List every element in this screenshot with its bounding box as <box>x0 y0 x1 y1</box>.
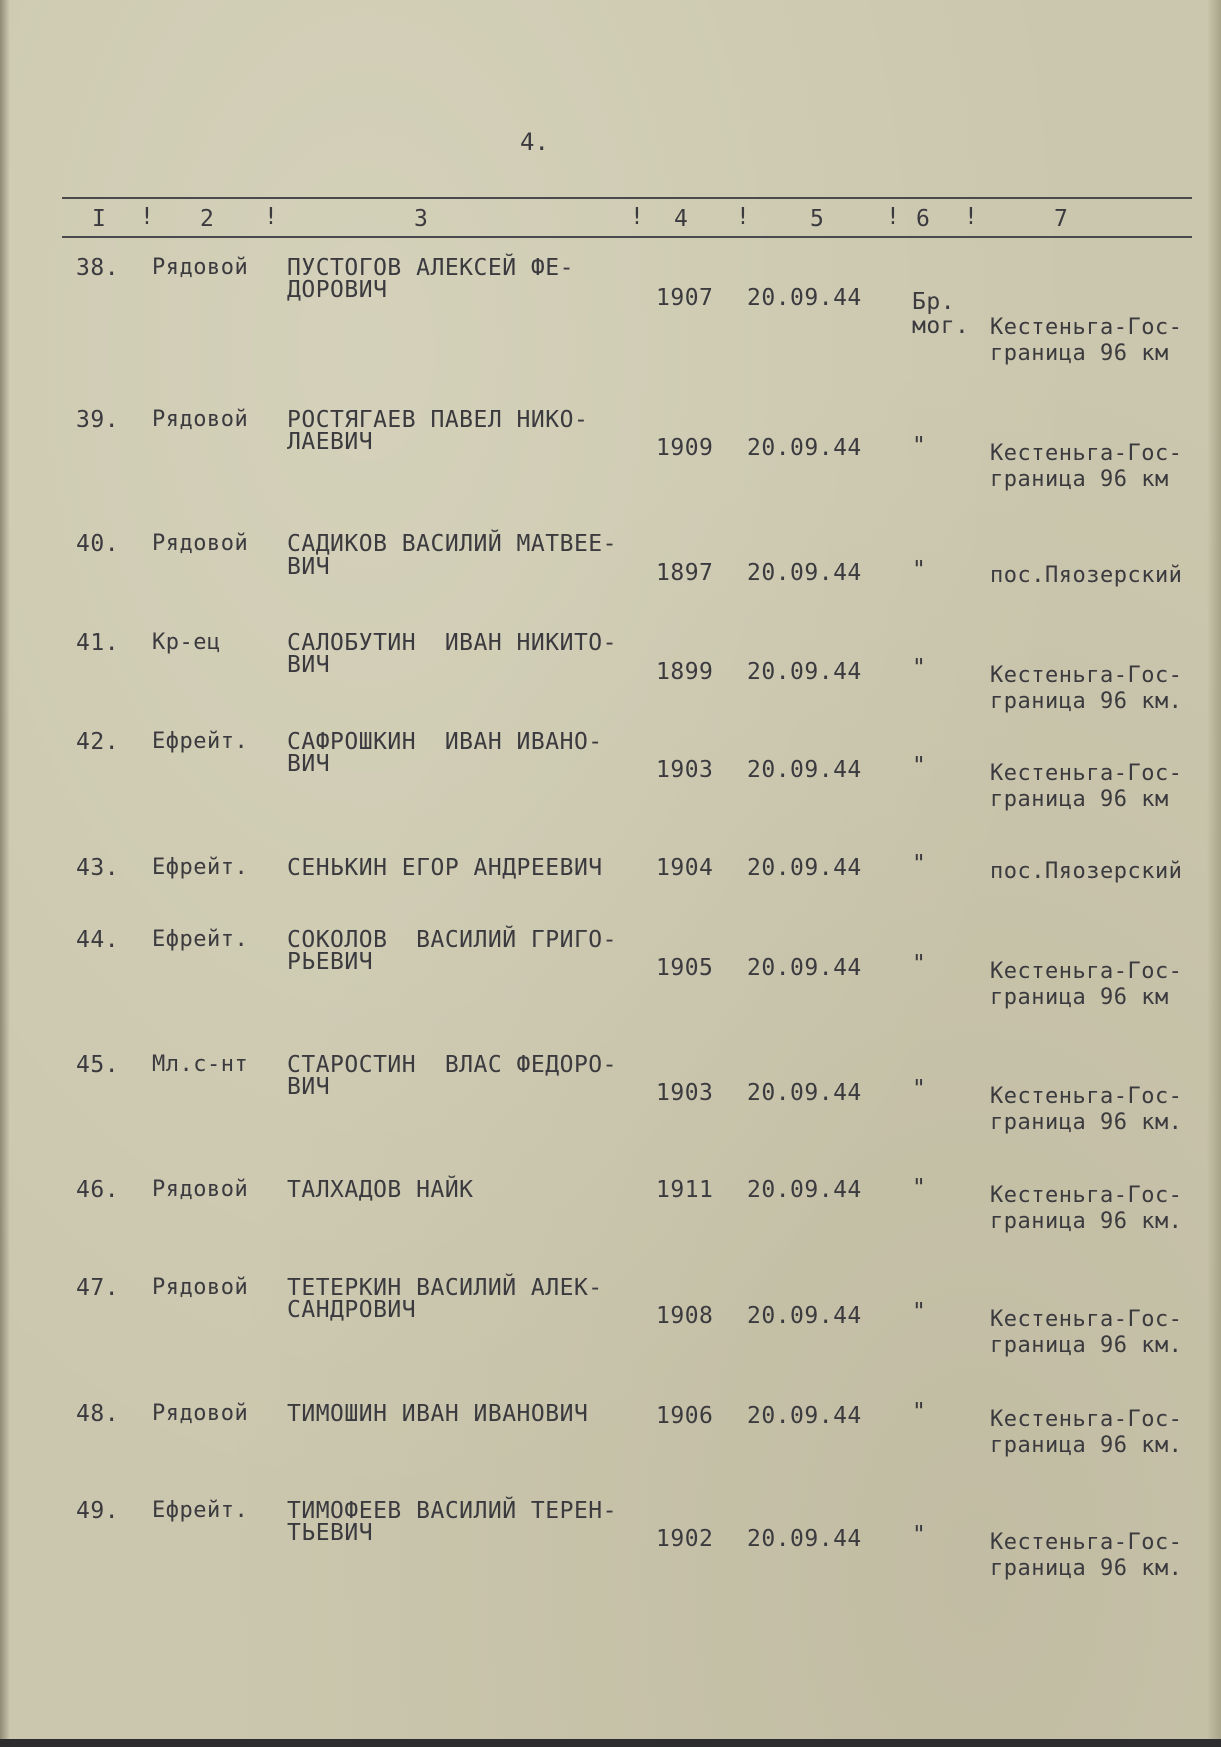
row-name-continued: ВИЧ <box>287 751 331 777</box>
scan-bottom-edge <box>0 1739 1221 1747</box>
row-name-continued: ЛАЕВИЧ <box>287 429 374 455</box>
row-death-date: 20.09.44 <box>747 1526 862 1552</box>
row-place-continued: граница 96 км. <box>990 1333 1183 1358</box>
row-number: 46. <box>76 1177 120 1203</box>
row-number: 47. <box>76 1275 120 1301</box>
column-header-6: 6 <box>916 206 931 232</box>
row-name-continued: ВИЧ <box>287 554 331 580</box>
row-number: 38. <box>76 255 120 281</box>
row-death-date: 20.09.44 <box>747 1303 862 1329</box>
column-separator: ! <box>264 204 278 230</box>
row-name: ТЕТЕРКИН ВАСИЛИЙ АЛЕК- <box>287 1275 603 1301</box>
row-place-continued: граница 96 км <box>990 985 1169 1010</box>
row-number: 39. <box>76 407 120 433</box>
row-name: РОСТЯГАЕВ ПАВЕЛ НИКО- <box>287 407 589 433</box>
row-rank: Рядовой <box>152 1275 249 1300</box>
row-birth-year: 1899 <box>656 659 714 685</box>
row-burial: " <box>912 851 927 877</box>
row-name: СОКОЛОВ ВАСИЛИЙ ГРИГО- <box>287 927 617 953</box>
row-birth-year: 1909 <box>656 435 714 461</box>
row-burial: " <box>912 655 927 681</box>
row-place: Кестеньга-Гос- <box>990 663 1183 688</box>
row-name-continued: ВИЧ <box>287 1074 331 1100</box>
row-name: ПУСТОГОВ АЛЕКСЕЙ ФЕ- <box>287 255 574 281</box>
row-birth-year: 1903 <box>656 757 714 783</box>
row-burial: " <box>912 433 927 459</box>
page-edge-right <box>1207 0 1221 1747</box>
row-number: 43. <box>76 855 120 881</box>
row-birth-year: 1897 <box>656 560 714 586</box>
row-place: пос.Пяозерский <box>990 859 1183 884</box>
row-birth-year: 1908 <box>656 1303 714 1329</box>
row-burial: " <box>912 557 927 583</box>
row-name: ТИМОШИН ИВАН ИВАНОВИЧ <box>287 1401 589 1427</box>
row-burial: " <box>912 1522 927 1548</box>
row-name: ТИМОФЕЕВ ВАСИЛИЙ ТЕРЕН- <box>287 1498 617 1524</box>
row-place-continued: граница 96 км <box>990 467 1169 492</box>
column-header-2: 2 <box>200 206 215 232</box>
row-burial: " <box>912 951 927 977</box>
row-place-continued: граница 96 км <box>990 787 1169 812</box>
row-death-date: 20.09.44 <box>747 1403 862 1429</box>
row-death-date: 20.09.44 <box>747 855 862 881</box>
row-name: СЕНЬКИН ЕГОР АНДРЕЕВИЧ <box>287 855 603 881</box>
row-rank: Мл.с-нт <box>152 1052 249 1077</box>
row-place: Кестеньга-Гос- <box>990 1084 1183 1109</box>
row-death-date: 20.09.44 <box>747 285 862 311</box>
row-name-continued: ТЬЕВИЧ <box>287 1520 374 1546</box>
row-place: Кестеньга-Гос- <box>990 1530 1183 1555</box>
row-burial: " <box>912 1399 927 1425</box>
row-birth-year: 1904 <box>656 855 714 881</box>
row-rank: Рядовой <box>152 255 249 280</box>
row-number: 44. <box>76 927 120 953</box>
row-name-continued: САНДРОВИЧ <box>287 1297 417 1323</box>
row-burial: " <box>912 1299 927 1325</box>
row-number: 40. <box>76 531 120 557</box>
row-name: СТАРОСТИН ВЛАС ФЕДОРО- <box>287 1052 617 1078</box>
row-death-date: 20.09.44 <box>747 955 862 981</box>
row-death-date: 20.09.44 <box>747 1177 862 1203</box>
row-death-date: 20.09.44 <box>747 435 862 461</box>
column-separator: ! <box>140 204 154 230</box>
row-place: Кестеньга-Гос- <box>990 315 1183 340</box>
column-header-3: 3 <box>414 206 429 232</box>
row-place-continued: граница 96 км <box>990 341 1169 366</box>
row-burial: " <box>912 1076 927 1102</box>
row-place-continued: граница 96 км. <box>990 689 1183 714</box>
row-place: пос.Пяозерский <box>990 563 1183 588</box>
row-name: ТАЛХАДОВ НАЙК <box>287 1177 474 1203</box>
row-rank: Кр-ец <box>152 630 221 655</box>
column-separator: ! <box>736 204 750 230</box>
row-burial: " <box>912 1175 927 1201</box>
column-separator: ! <box>964 204 978 230</box>
row-rank: Рядовой <box>152 531 249 556</box>
row-place: Кестеньга-Гос- <box>990 1407 1183 1432</box>
row-birth-year: 1911 <box>656 1177 714 1203</box>
row-number: 48. <box>76 1401 120 1427</box>
row-burial-continued: мог. <box>912 313 970 339</box>
page-edge-left <box>0 0 10 1747</box>
row-birth-year: 1903 <box>656 1080 714 1106</box>
page-number: 4. <box>520 128 549 156</box>
row-birth-year: 1905 <box>656 955 714 981</box>
row-name-continued: ВИЧ <box>287 652 331 678</box>
row-rank: Ефрейт. <box>152 1498 249 1523</box>
row-number: 41. <box>76 630 120 656</box>
row-place-continued: граница 96 км. <box>990 1209 1183 1234</box>
column-header-1: I <box>92 206 107 232</box>
row-burial: " <box>912 753 927 779</box>
row-death-date: 20.09.44 <box>747 757 862 783</box>
row-place-continued: граница 96 км. <box>990 1110 1183 1135</box>
header-top-rule <box>62 197 1192 199</box>
row-name: САДИКОВ ВАСИЛИЙ МАТВЕЕ- <box>287 531 617 557</box>
column-header-4: 4 <box>674 206 689 232</box>
column-separator: ! <box>630 204 644 230</box>
row-place: Кестеньга-Гос- <box>990 761 1183 786</box>
row-place: Кестеньга-Гос- <box>990 1183 1183 1208</box>
row-birth-year: 1906 <box>656 1403 714 1429</box>
row-place: Кестеньга-Гос- <box>990 1307 1183 1332</box>
header-bottom-rule <box>62 236 1192 238</box>
row-place: Кестеньга-Гос- <box>990 441 1183 466</box>
row-name-continued: РЬЕВИЧ <box>287 949 374 975</box>
row-name-continued: ДОРОВИЧ <box>287 277 388 303</box>
row-place-continued: граница 96 км. <box>990 1556 1183 1581</box>
row-number: 49. <box>76 1498 120 1524</box>
row-birth-year: 1902 <box>656 1526 714 1552</box>
row-death-date: 20.09.44 <box>747 659 862 685</box>
row-place: Кестеньга-Гос- <box>990 959 1183 984</box>
row-death-date: 20.09.44 <box>747 560 862 586</box>
row-number: 42. <box>76 729 120 755</box>
row-rank: Рядовой <box>152 1177 249 1202</box>
row-rank: Рядовой <box>152 1401 249 1426</box>
row-rank: Ефрейт. <box>152 927 249 952</box>
row-burial: Бр. <box>912 289 956 315</box>
row-death-date: 20.09.44 <box>747 1080 862 1106</box>
row-name: САФРОШКИН ИВАН ИВАНО- <box>287 729 603 755</box>
row-birth-year: 1907 <box>656 285 714 311</box>
column-separator: ! <box>886 204 900 230</box>
column-header-5: 5 <box>810 206 825 232</box>
row-place-continued: граница 96 км. <box>990 1433 1183 1458</box>
row-name: САЛОБУТИН ИВАН НИКИТО- <box>287 630 617 656</box>
column-header-7: 7 <box>1054 206 1069 232</box>
row-rank: Ефрейт. <box>152 855 249 880</box>
row-rank: Ефрейт. <box>152 729 249 754</box>
row-rank: Рядовой <box>152 407 249 432</box>
row-number: 45. <box>76 1052 120 1078</box>
